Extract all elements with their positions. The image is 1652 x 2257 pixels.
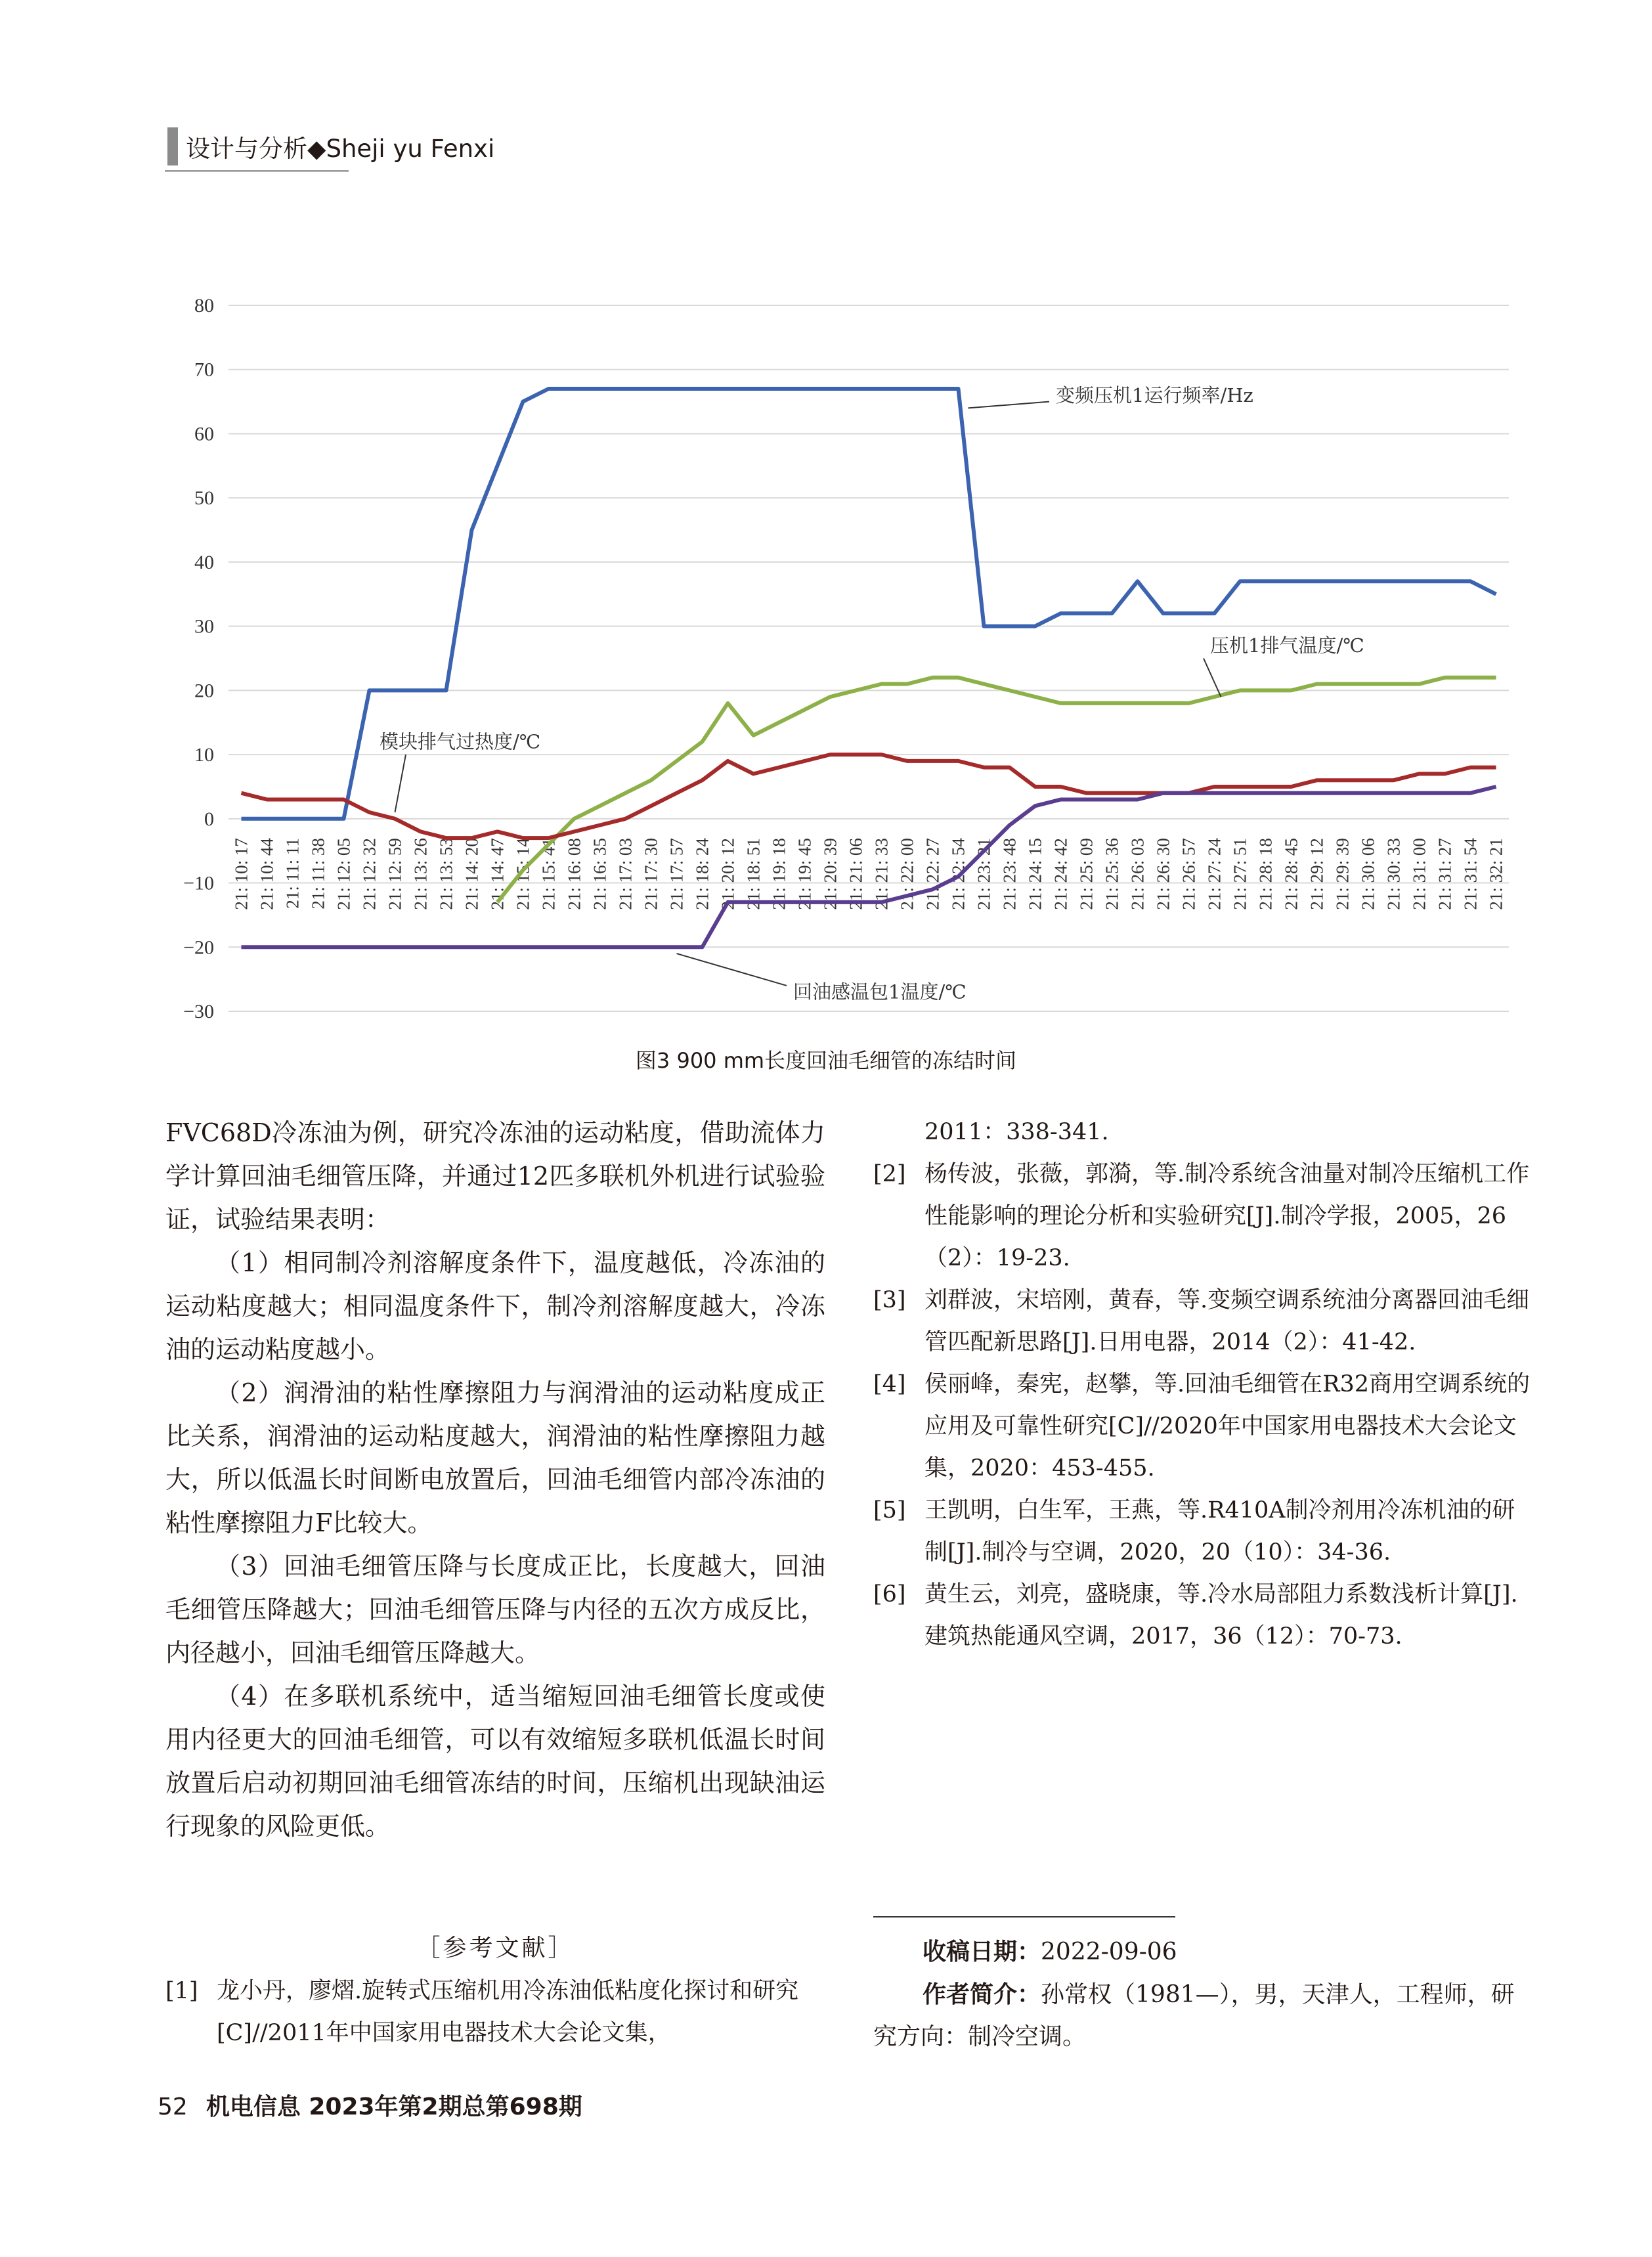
x-tick-label: 21: 26: 57 bbox=[1179, 838, 1199, 910]
x-tick-label: 21: 12: 59 bbox=[385, 838, 405, 910]
x-tick-label: 21: 26: 03 bbox=[1127, 838, 1148, 910]
x-tick-label: 21: 21: 33 bbox=[871, 838, 892, 910]
reference-number: [1] bbox=[165, 1978, 198, 2004]
annotation-label: 回油感温包1温度/℃ bbox=[793, 980, 967, 1003]
x-tick-label: 21: 16: 35 bbox=[590, 838, 610, 910]
x-tick-label: 21: 26: 30 bbox=[1153, 838, 1173, 910]
y-tick-label: 60 bbox=[194, 423, 214, 445]
x-tick-label: 21: 19: 45 bbox=[794, 838, 815, 910]
x-tick-label: 21: 29: 12 bbox=[1307, 838, 1327, 910]
x-tick-label: 21: 11: 38 bbox=[308, 838, 328, 909]
x-tick-label: 21: 24: 42 bbox=[1051, 838, 1071, 910]
header-rule bbox=[165, 170, 349, 172]
x-tick-label: 21: 17: 03 bbox=[615, 838, 636, 910]
figure-caption: 图3 900 mm长度回油毛细管的冻结时间 bbox=[635, 1048, 1017, 1073]
x-tick-label: 21: 16: 08 bbox=[564, 838, 584, 910]
author-text: 孙常权（1981—），男，天津人，工程师，研究方向：制冷空调。 bbox=[873, 1981, 1515, 2050]
reference-item bbox=[873, 1573, 1536, 1657]
x-tick-label: 21: 20: 39 bbox=[820, 838, 840, 910]
x-tick-label: 21: 18: 24 bbox=[692, 838, 712, 910]
conclusion-2: （2）润滑油的粘性摩擦阻力与润滑油的运动粘度成正比关系，润滑油的运动粘度越大，润滑油的粘性摩擦阻力越大，所以低温长时间断电放置后，回油毛细管内部冷冻油的粘性摩擦阻力F比较大。 bbox=[165, 1378, 825, 1537]
x-tick-label: 21: 17: 57 bbox=[666, 838, 687, 910]
reference-item bbox=[873, 1363, 1536, 1489]
page-footer bbox=[158, 2088, 582, 2122]
reference-number bbox=[873, 1111, 924, 1153]
x-tick-label: 21: 28: 45 bbox=[1281, 838, 1301, 910]
x-tick-label: 21: 31: 27 bbox=[1435, 838, 1455, 910]
annotation-label: 变频压机1运行频率/Hz bbox=[1056, 383, 1253, 406]
reference-number: [6] bbox=[873, 1581, 906, 1608]
received-label: 收稿日期： bbox=[923, 1939, 1041, 1965]
annotation-label: 压机1排气温度/℃ bbox=[1210, 634, 1364, 657]
y-tick-label: 50 bbox=[194, 487, 214, 510]
y-tick-label: 0 bbox=[204, 808, 214, 830]
x-tick-label: 21: 25: 09 bbox=[1076, 838, 1097, 910]
x-tick-label: 21: 11: 11 bbox=[282, 838, 303, 909]
reference-text: 黄生云，刘亮，盛晓康，等.冷水局部阻力系数浅析计算[J].建筑热能通风空调，2017，36（12）：70-73. bbox=[924, 1581, 1518, 1650]
x-tick-label: 21: 23: 21 bbox=[974, 838, 994, 910]
references-title: ［参考文献］ bbox=[416, 1935, 575, 1961]
conclusion-1: （1）相同制冷剂溶解度条件下，温度越低，冷冻油的运动粘度越大；相同温度条件下，制冷剂溶解度越大，冷冻油的运动粘度越小。 bbox=[165, 1248, 825, 1364]
reference-item bbox=[873, 1153, 1536, 1279]
x-tick-label: 21: 22: 27 bbox=[923, 838, 943, 910]
x-tick-label: 21: 25: 36 bbox=[1102, 838, 1122, 910]
reference-text: 王凯明，白生军，王燕，等.R410A制冷剂用冷冻机油的研制[J].制冷与空调，2020，20（10）：34-36. bbox=[924, 1497, 1515, 1566]
x-tick-label: 21: 30: 33 bbox=[1383, 838, 1404, 910]
x-tick-label: 21: 13: 26 bbox=[410, 838, 431, 910]
reference-number: [3] bbox=[873, 1287, 906, 1313]
x-tick-label: 21: 14: 47 bbox=[487, 838, 508, 910]
y-tick-label: 20 bbox=[194, 680, 214, 702]
x-tick-label: 21: 28: 18 bbox=[1255, 838, 1276, 910]
x-tick-label: 21: 10: 44 bbox=[257, 838, 277, 910]
y-tick-label: −30 bbox=[183, 1001, 214, 1022]
received-date bbox=[923, 1931, 1533, 1974]
x-tick-label: 21: 18: 51 bbox=[743, 838, 764, 910]
x-tick-label: 21: 31: 54 bbox=[1460, 838, 1481, 910]
x-tick-label: 21: 27: 51 bbox=[1230, 838, 1250, 910]
x-tick-label: 21: 27: 24 bbox=[1204, 838, 1225, 910]
x-tick-label: 21: 29: 39 bbox=[1332, 838, 1353, 910]
line-chart bbox=[169, 276, 1515, 1031]
y-tick-label: 40 bbox=[194, 551, 214, 573]
x-tick-label: 21: 31: 00 bbox=[1409, 838, 1429, 910]
x-tick-label: 21: 10: 17 bbox=[231, 838, 251, 910]
x-tick-label: 21: 23: 48 bbox=[999, 838, 1020, 910]
section-header bbox=[167, 127, 494, 166]
conclusion-4: （4）在多联机系统中，适当缩短回油毛细管长度或使用内径更大的回油毛细管，可以有效缩短多联机低温长时间放置后启动初期回油毛细管冻结的时间，压缩机出现缺油运行现象的风险更低。 bbox=[165, 1682, 825, 1841]
footnote-rule bbox=[873, 1916, 1175, 1917]
x-tick-label: 21: 15: 41 bbox=[538, 838, 559, 910]
x-tick-label: 21: 21: 06 bbox=[846, 838, 866, 910]
conclusion-3: （3）回油毛细管压降与长度成正比，长度越大，回油毛细管压降越大；回油毛细管压降与内径的五次方成反比，内径越小，回油毛细管压降越大。 bbox=[165, 1552, 825, 1667]
reference-text: 龙小丹，廖熠.旋转式压缩机用冷冻油低粘度化探讨和研究[C]//2011年中国家用电器技术大会论文集， bbox=[217, 1978, 799, 2046]
x-tick-label: 21: 19: 18 bbox=[769, 838, 789, 910]
x-tick-label: 21: 24: 15 bbox=[1025, 838, 1045, 910]
reference-item bbox=[165, 1970, 825, 2054]
reference-item bbox=[873, 1279, 1536, 1363]
section-title: 设计与分析◆Sheji yu Fenxi bbox=[186, 135, 495, 163]
reference-text: 侯丽峰，秦宪，赵攀，等.回油毛细管在R32商用空调系统的应用及可靠性研究[C]//2020年中国家用电器技术大会论文集，2020：453-455. bbox=[924, 1371, 1531, 1481]
left-column bbox=[165, 1111, 825, 1848]
x-tick-label: 21: 14: 20 bbox=[462, 838, 482, 910]
annotation-label: 模块排气过热度/℃ bbox=[380, 730, 541, 753]
y-tick-label: 30 bbox=[194, 615, 214, 638]
x-tick-label: 21: 17: 30 bbox=[641, 838, 661, 910]
reference-text: 刘群波，宋培刚，黄春，等.变频空调系统油分离器回油毛细管匹配新思路[J].日用电器，2014（2）：41-42. bbox=[924, 1287, 1530, 1355]
reference-text: 杨传波，张薇，郭漪，等.制冷系统含油量对制冷压缩机工作性能影响的理论分析和实验研究[J].制冷学报，2005，26（2）：19-23. bbox=[924, 1161, 1530, 1271]
header-bar bbox=[167, 127, 178, 165]
x-tick-label: 21: 30: 06 bbox=[1358, 838, 1378, 910]
y-tick-label: 80 bbox=[194, 295, 214, 317]
reference-number: [4] bbox=[873, 1371, 906, 1397]
x-tick-label: 21: 32: 21 bbox=[1486, 838, 1506, 910]
x-tick-label: 21: 12: 32 bbox=[359, 838, 380, 910]
x-tick-label: 21: 22: 00 bbox=[897, 838, 917, 910]
y-tick-label: 70 bbox=[194, 359, 214, 381]
reference-item bbox=[873, 1111, 1536, 1153]
reference-number: [5] bbox=[873, 1497, 906, 1523]
author-label: 作者简介： bbox=[923, 1981, 1041, 2008]
reference-number: [2] bbox=[873, 1161, 906, 1187]
y-tick-label: −10 bbox=[183, 872, 214, 894]
reference-text: 2011：338-341. bbox=[924, 1119, 1109, 1145]
page-number: 52 bbox=[158, 2093, 188, 2120]
intro-paragraph: FVC68D冷冻油为例，研究冷冻油的运动粘度，借助流体力学计算回油毛细管压降，并通过12匹多联机外机进行试验验证，试验结果表明： bbox=[165, 1118, 825, 1234]
x-tick-label: 21: 12: 05 bbox=[334, 838, 354, 910]
x-tick-label: 21: 13: 53 bbox=[436, 838, 456, 910]
reference-item bbox=[873, 1489, 1536, 1573]
y-tick-label: −20 bbox=[183, 936, 214, 959]
received-value: 2022-09-06 bbox=[1041, 1939, 1177, 1965]
journal-info: 机电信息 2023年第2期总第698期 bbox=[206, 2093, 582, 2120]
x-tick-label: 21: 20: 12 bbox=[718, 838, 738, 910]
y-tick-label: 10 bbox=[194, 744, 214, 766]
x-tick-label: 21: 15: 14 bbox=[513, 838, 533, 910]
x-tick-label: 21: 22: 54 bbox=[948, 838, 968, 910]
author-info bbox=[873, 1974, 1536, 2058]
